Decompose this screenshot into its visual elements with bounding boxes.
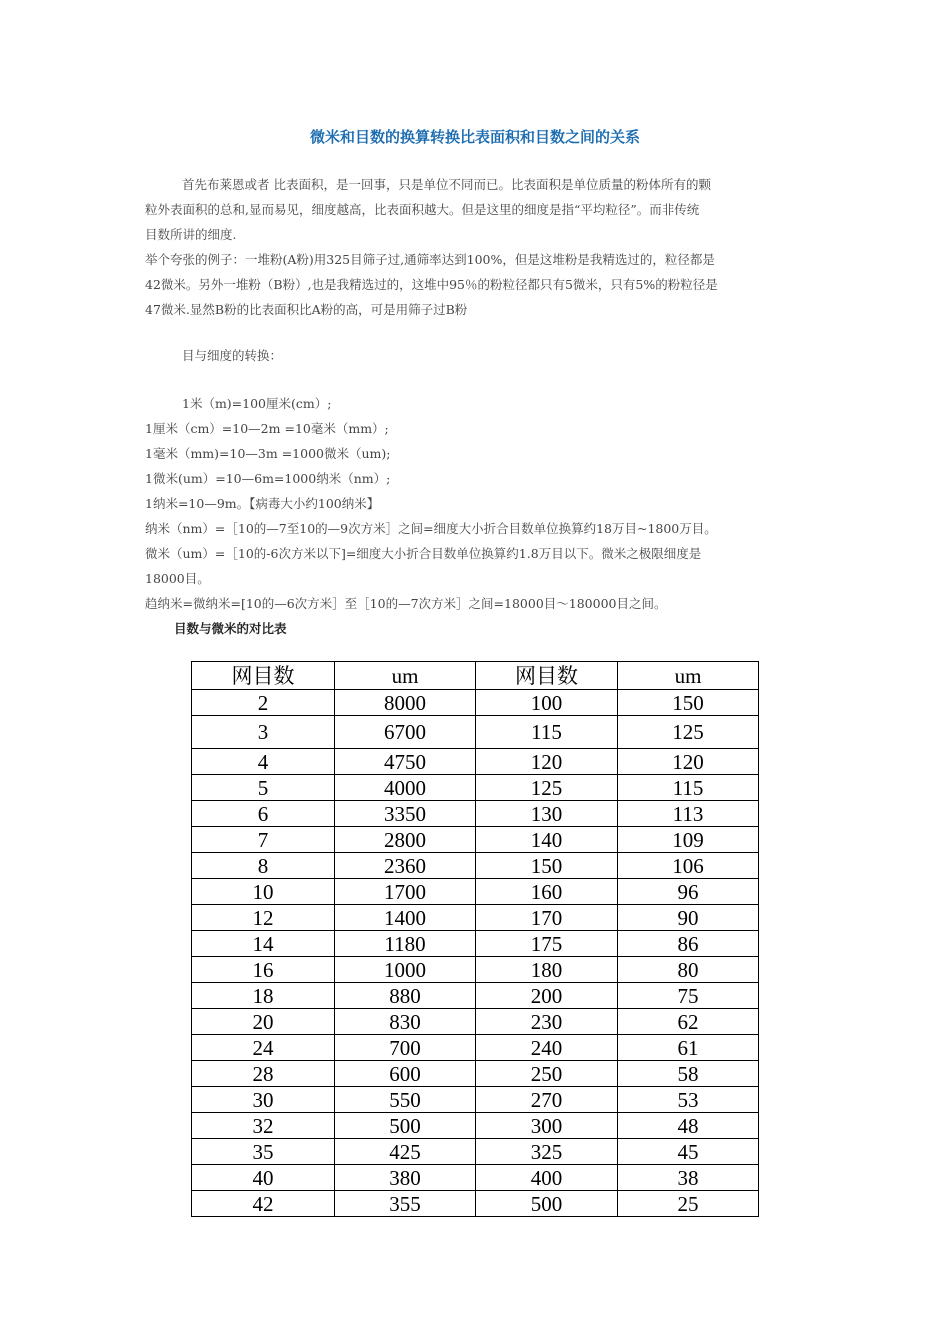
mesh-cell: 160 xyxy=(476,879,618,905)
conversion-heading xyxy=(145,343,805,368)
um-cell: 2800 xyxy=(335,827,476,853)
um-cell: 75 xyxy=(618,983,759,1009)
um-cell: 880 xyxy=(335,983,476,1009)
mesh-micron-table xyxy=(191,661,759,1217)
text-line: 1毫米（mm)=10—3m =1000微米（um); xyxy=(145,446,391,461)
um-cell: 380 xyxy=(335,1165,476,1191)
table-row xyxy=(192,1191,759,1217)
mesh-cell: 7 xyxy=(192,827,335,853)
um-cell: 113 xyxy=(618,801,759,827)
um-cell: 61 xyxy=(618,1035,759,1061)
um-cell: 425 xyxy=(335,1139,476,1165)
um-cell: 500 xyxy=(335,1113,476,1139)
mesh-cell: 40 xyxy=(192,1165,335,1191)
paragraph-intro xyxy=(145,172,805,322)
um-cell: 2360 xyxy=(335,853,476,879)
table-row xyxy=(192,905,759,931)
table-row xyxy=(192,879,759,905)
table-row xyxy=(192,801,759,827)
mesh-cell: 16 xyxy=(192,957,335,983)
mesh-cell: 300 xyxy=(476,1113,618,1139)
mesh-cell: 8 xyxy=(192,853,335,879)
mesh-cell: 3 xyxy=(192,716,335,749)
mesh-cell: 250 xyxy=(476,1061,618,1087)
um-cell: 58 xyxy=(618,1061,759,1087)
table-row xyxy=(192,749,759,775)
table-header-row xyxy=(192,662,759,690)
mesh-cell: 2 xyxy=(192,690,335,716)
um-cell: 120 xyxy=(618,749,759,775)
text-line: 1纳米=10—9m。【病毒大小约100纳米】 xyxy=(145,496,380,511)
mesh-cell: 150 xyxy=(476,853,618,879)
text-line: 纳米（nm）=［10的—7至10的—9次方米］之间=细度大小折合目数单位换算约18万目~1800万目。 xyxy=(145,521,717,536)
mesh-cell: 10 xyxy=(192,879,335,905)
um-cell: 109 xyxy=(618,827,759,853)
table-row xyxy=(192,1087,759,1113)
um-cell: 115 xyxy=(618,775,759,801)
text-line: 粒外表面积的总和,显而易见，细度越高，比表面积越大。但是这里的细度是指“平均粒径”。而非传统 xyxy=(145,202,700,217)
um-cell: 1400 xyxy=(335,905,476,931)
um-cell: 96 xyxy=(618,879,759,905)
table-row xyxy=(192,853,759,879)
mesh-cell: 30 xyxy=(192,1087,335,1113)
um-cell: 6700 xyxy=(335,716,476,749)
table-row xyxy=(192,931,759,957)
mesh-cell: 140 xyxy=(476,827,618,853)
table-row xyxy=(192,1035,759,1061)
mesh-cell: 270 xyxy=(476,1087,618,1113)
mesh-cell: 175 xyxy=(476,931,618,957)
mesh-cell: 42 xyxy=(192,1191,335,1217)
text-line: 首先布莱恩或者 比表面积，是一回事，只是单位不同而已。比表面积是单位质量的粉体所有的颗 xyxy=(182,177,711,192)
table-row xyxy=(192,690,759,716)
um-cell: 355 xyxy=(335,1191,476,1217)
um-cell: 1000 xyxy=(335,957,476,983)
table-row xyxy=(192,983,759,1009)
table-body xyxy=(192,690,759,1217)
text-line: 目数所讲的细度. xyxy=(145,227,237,242)
mesh-cell: 130 xyxy=(476,801,618,827)
um-cell: 1180 xyxy=(335,931,476,957)
um-cell: 62 xyxy=(618,1009,759,1035)
mesh-cell: 200 xyxy=(476,983,618,1009)
um-cell: 1700 xyxy=(335,879,476,905)
um-cell: 86 xyxy=(618,931,759,957)
mesh-cell: 170 xyxy=(476,905,618,931)
um-cell: 150 xyxy=(618,690,759,716)
um-cell: 38 xyxy=(618,1165,759,1191)
unit-conversions xyxy=(145,391,805,616)
mesh-cell: 18 xyxy=(192,983,335,1009)
mesh-cell: 20 xyxy=(192,1009,335,1035)
mesh-cell: 4 xyxy=(192,749,335,775)
mesh-cell: 400 xyxy=(476,1165,618,1191)
mesh-cell: 120 xyxy=(476,749,618,775)
table-row xyxy=(192,1113,759,1139)
text-line: 1米（m)=100厘米(cm）; xyxy=(182,396,332,411)
table-title: 目数与微米的对比表 xyxy=(174,621,287,636)
text-line: 42微米。另外一堆粉（B粉）,也是我精选过的，这堆中95％的粉粒径都只有5微米，只有5%的粉粒径是 xyxy=(145,277,718,292)
text-line: 18000目。 xyxy=(145,571,210,586)
um-cell: 700 xyxy=(335,1035,476,1061)
mesh-cell: 125 xyxy=(476,775,618,801)
mesh-cell: 180 xyxy=(476,957,618,983)
table-row xyxy=(192,957,759,983)
um-cell: 4750 xyxy=(335,749,476,775)
text-line: 微米（um）=［10的-6次方米以下]=细度大小折合目数单位换算约1.8万目以下。微米之极限细度是 xyxy=(145,546,702,561)
mesh-cell: 115 xyxy=(476,716,618,749)
um-cell: 106 xyxy=(618,853,759,879)
um-cell: 80 xyxy=(618,957,759,983)
header-um: um xyxy=(335,662,476,690)
mesh-cell: 6 xyxy=(192,801,335,827)
table-row xyxy=(192,716,759,749)
um-cell: 53 xyxy=(618,1087,759,1113)
header-mesh: 网目数 xyxy=(192,662,335,690)
mesh-cell: 5 xyxy=(192,775,335,801)
um-cell: 3350 xyxy=(335,801,476,827)
um-cell: 48 xyxy=(618,1113,759,1139)
mesh-cell: 230 xyxy=(476,1009,618,1035)
mesh-cell: 32 xyxy=(192,1113,335,1139)
mesh-cell: 240 xyxy=(476,1035,618,1061)
table-row xyxy=(192,1061,759,1087)
um-cell: 45 xyxy=(618,1139,759,1165)
text-line: 趋纳米=微纳米=[10的—6次方米］至［10的—7次方米］之间=18000目～180000目之间。 xyxy=(145,596,667,611)
um-cell: 8000 xyxy=(335,690,476,716)
text-line: 1微米(um）=10—6m=1000纳米（nm）; xyxy=(145,471,391,486)
mesh-cell: 325 xyxy=(476,1139,618,1165)
um-cell: 600 xyxy=(335,1061,476,1087)
mesh-cell: 500 xyxy=(476,1191,618,1217)
header-um: um xyxy=(618,662,759,690)
table-row xyxy=(192,1139,759,1165)
table-row xyxy=(192,1165,759,1191)
mesh-cell: 12 xyxy=(192,905,335,931)
text-line: 举个夸张的例子：一堆粉(A粉)用325目筛子过,通筛率达到100%，但是这堆粉是我精选过的，粒径都是 xyxy=(145,252,715,267)
mesh-cell: 14 xyxy=(192,931,335,957)
um-cell: 90 xyxy=(618,905,759,931)
um-cell: 25 xyxy=(618,1191,759,1217)
mesh-cell: 100 xyxy=(476,690,618,716)
um-cell: 4000 xyxy=(335,775,476,801)
um-cell: 550 xyxy=(335,1087,476,1113)
table-row xyxy=(192,1009,759,1035)
mesh-cell: 35 xyxy=(192,1139,335,1165)
um-cell: 125 xyxy=(618,716,759,749)
table-row xyxy=(192,775,759,801)
mesh-cell: 24 xyxy=(192,1035,335,1061)
mesh-cell: 28 xyxy=(192,1061,335,1087)
text-line: 1厘米（cm）=10—2m =10毫米（mm）; xyxy=(145,421,389,436)
table-row xyxy=(192,827,759,853)
document-title: 微米和目数的换算转换比表面积和目数之间的关系 xyxy=(309,128,640,146)
um-cell: 830 xyxy=(335,1009,476,1035)
header-mesh: 网目数 xyxy=(476,662,618,690)
text-line: 目与细度的转换： xyxy=(182,348,283,363)
text-line: 47微米.显然B粉的比表面积比A粉的高，可是用筛子过B粉 xyxy=(145,302,468,317)
